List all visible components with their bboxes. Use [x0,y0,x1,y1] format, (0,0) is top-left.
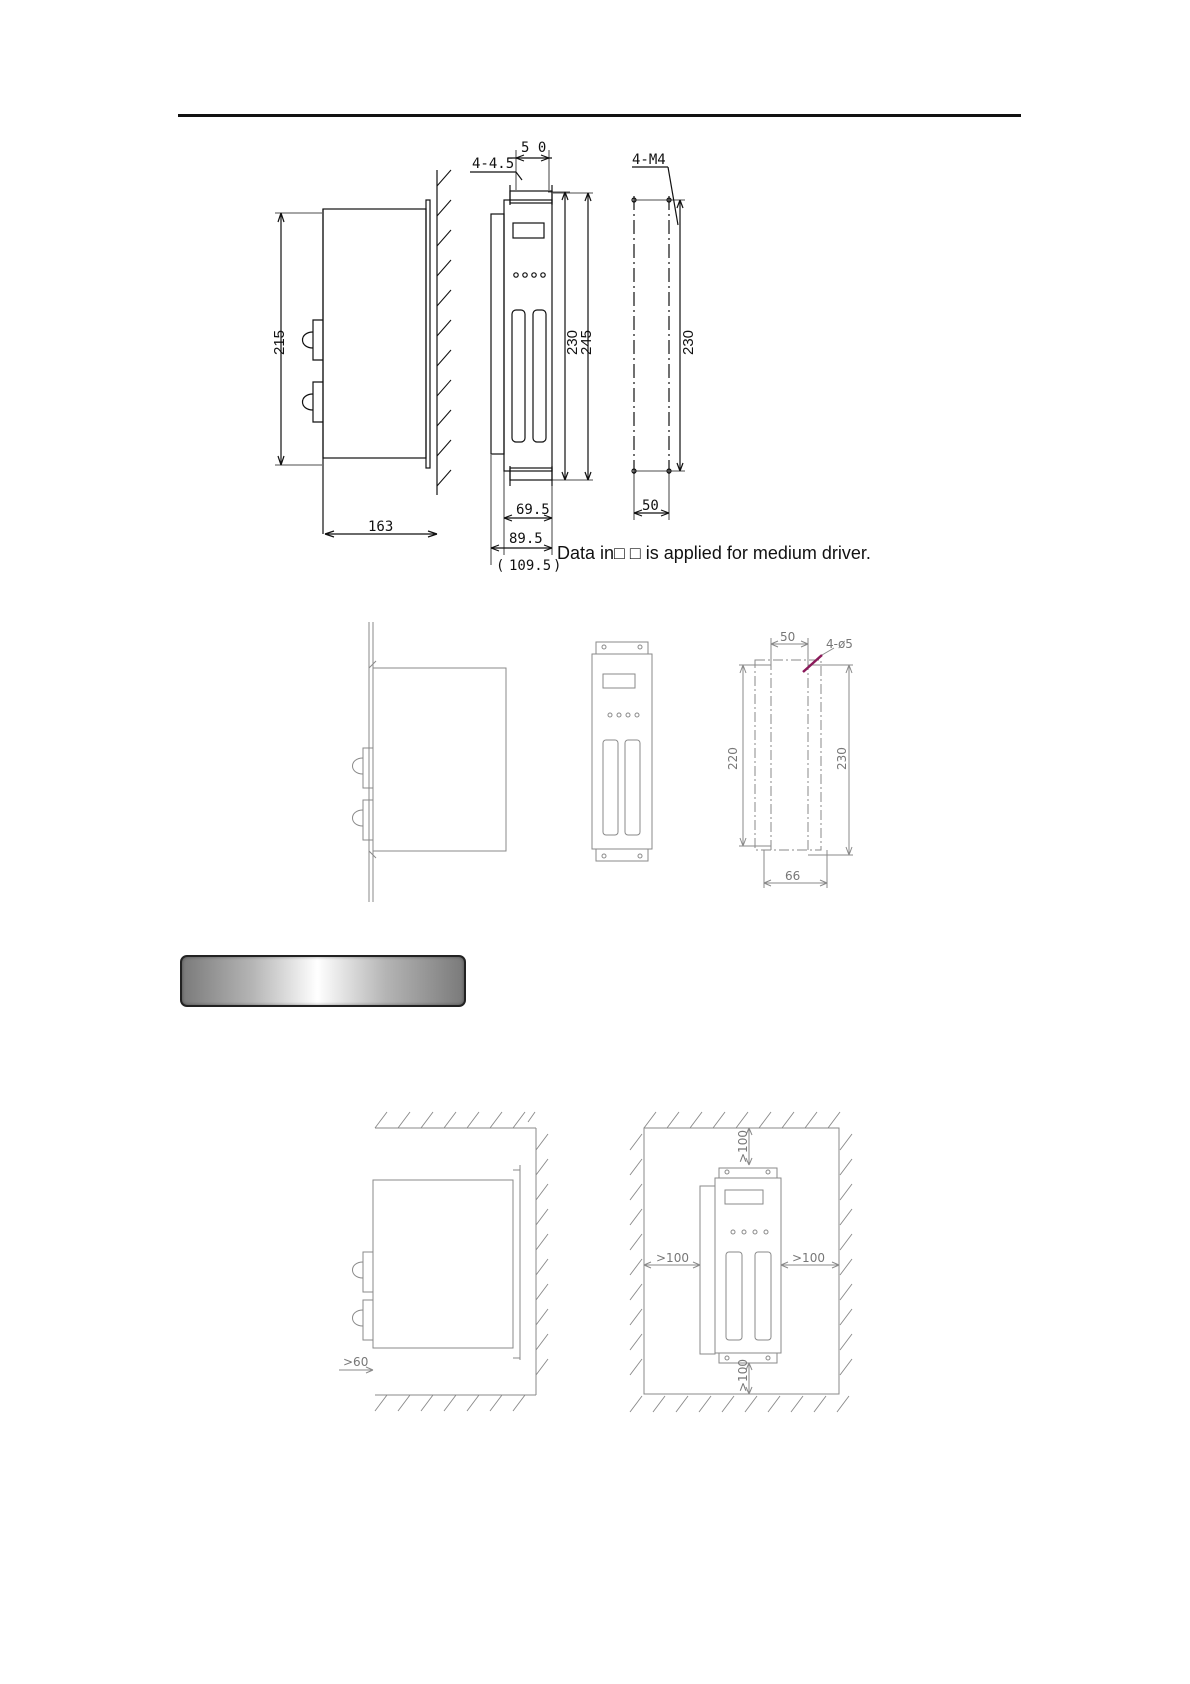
dim-paren-close: ) [553,558,562,574]
dim-top-spacing: 50 [780,630,796,644]
dim-width-top: 5 0 [521,140,547,156]
dim-height-total: 245 [578,329,595,355]
dim-front-outer-medium: 109.5 [509,558,552,574]
dim-hole-label-2: 4-ø5 [826,637,853,651]
dim-front-inner: 69.5 [516,502,550,518]
clearance-bottom: >100 [736,1359,750,1392]
dim-bottom-width: 66 [785,869,801,883]
clearance-side: >60 [343,1355,369,1369]
dim-front-outer: 89.5 [509,531,543,547]
dim-height-left: 220 [726,747,740,770]
clearance-right: >100 [792,1251,825,1265]
medium-driver-note: Data in□ □ is applied for medium driver. [557,543,871,563]
dim-hole-label: 4-4.5 [472,156,515,172]
dim-paren-open: ( [496,558,505,574]
dim-height-right: 230 [835,747,849,770]
dim-hole-spacing: 50 [642,498,659,514]
clearance-top: >100 [736,1130,750,1163]
dim-height-front: 230 [564,329,581,355]
dim-height-side: 215 [271,329,288,355]
dim-height-holes: 230 [680,329,697,355]
clearance-left: >100 [656,1251,689,1265]
dim-tap-label: 4-M4 [632,152,666,168]
dim-depth: 163 [368,519,394,535]
